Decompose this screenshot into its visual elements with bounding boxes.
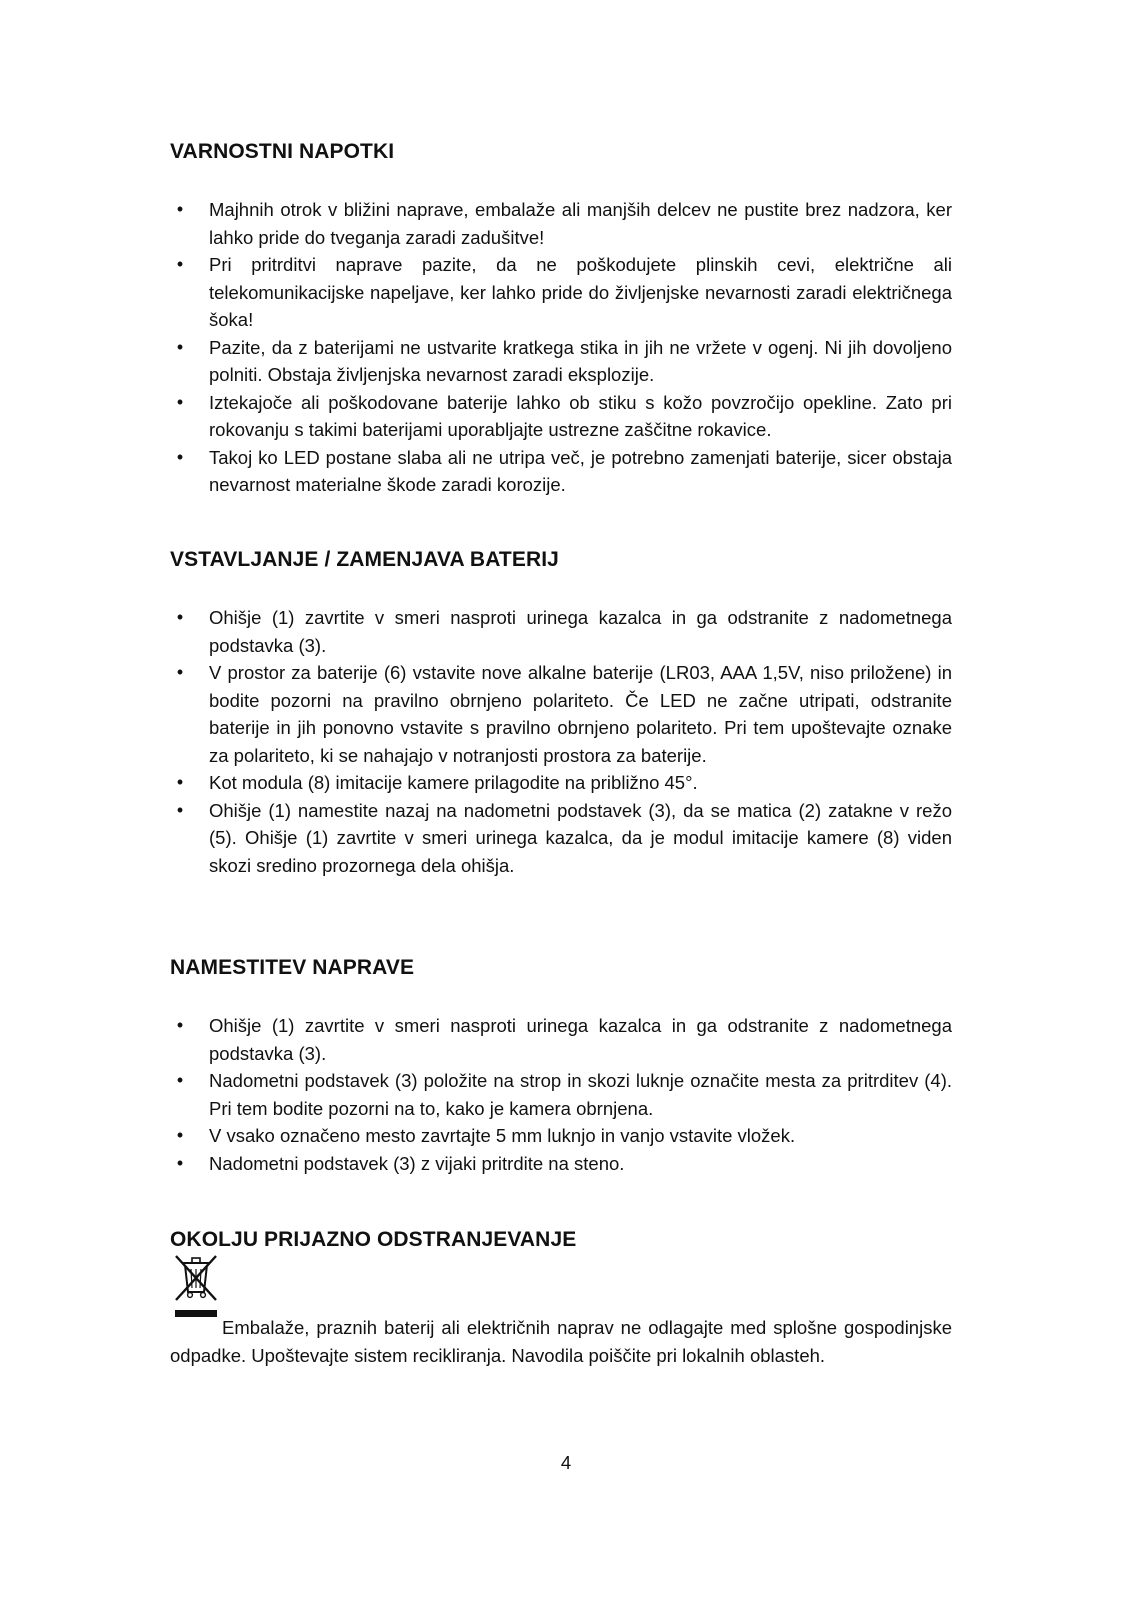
list-item-text: Ohišje (1) zavrtite v smeri nasproti urinega kazalca in ga odstranite z nadometnega podstavka (3).: [209, 1015, 952, 1064]
list-item-text: Ohišje (1) namestite nazaj na nadometni podstavek (3), da se matica (2) zataknе v režo (5). Ohišje (1) zavrtite v smeri urinega kazalca, da je modul imitacije kamere (8) viden skozi sredino prozornega dela ohišja.: [209, 799, 952, 876]
list-item: [170, 196, 952, 251]
bullet-list: [170, 196, 952, 499]
section-heading: VSTAVLJANJE / ZAMENJAVA BATERIJ: [170, 548, 559, 571]
list-item-text: V vsako označeno mesto zavrtajte 5 mm luknjo in vanjo vstavite vložek.: [209, 1125, 796, 1146]
page-number: 4: [560, 1452, 572, 1473]
section-heading: VARNOSTNI NAPOTKI: [170, 140, 395, 163]
bullet-icon: •: [176, 199, 184, 219]
list-item: [170, 659, 952, 769]
section-installation: [170, 954, 952, 1177]
bullet-icon: •: [176, 662, 184, 682]
list-item: [170, 797, 952, 880]
bullet-icon: •: [176, 446, 184, 467]
bullet-icon: •: [176, 1125, 184, 1145]
bullet-icon: •: [176, 1015, 184, 1035]
bullet-icon: •: [176, 254, 184, 274]
list-item: [170, 444, 952, 499]
disposal-paragraph: Embalaže, praznih baterij ali električnih naprav ne odlagajte med splošne gospodinjske odpadke. Upoštevajte sistem recikliranja. Navodila poiščite pri lokalnih oblasteh.: [170, 1317, 952, 1366]
list-item: [170, 769, 952, 797]
list-item: [170, 389, 952, 444]
list-item-text: Pazite, da z baterijami ne ustvarite kratkega stika in jih ne vržete v ogenj. Ni jih dovoljeno polniti. Obstaja življenjska nevarnost zaradi eksplozije.: [209, 336, 952, 385]
list-item-text: Iztekajoče ali poškodovane baterije lahko ob stiku s kožo povzročijo opekline. Zato pri rokovanju s takimi baterijami uporabljajte ustrezne zaščitne rokavice.: [209, 391, 952, 440]
section-disposal: [170, 1226, 952, 1366]
list-item: [170, 334, 952, 389]
list-item-text: Pri pritrditvi naprave pazite, da ne poškodujete plinskih cevi, električne ali telekomunikacijske napeljave, ker lahko pride do življenjske nevarnosti zaradi električnega šoka!: [209, 254, 952, 330]
bullet-icon: •: [176, 1070, 184, 1090]
list-item-text: Nadometni podstavek (3) položite na strop in skozi luknje označite mesta za pritrditev (4). Pri tem bodite pozorni na to, kako je kamera obrnjena.: [209, 1070, 952, 1119]
list-item: [170, 1012, 952, 1067]
list-item-text: Kot modula (8) imitacije kamere prilagodite na približno 45°.: [209, 772, 698, 793]
weee-crossed-bin-icon: [170, 1252, 222, 1318]
bullet-list: [170, 1012, 952, 1177]
list-item: [170, 1122, 952, 1150]
list-item-text: Ohišje (1) zavrtite v smeri nasproti urinega kazalca in ga odstranite z nadometnega podstavka (3).: [209, 607, 952, 656]
list-item-text: Takoj ko LED postane slaba ali ne utripa več, je potrebno zamenjati baterije, sicer obstaja nevarnost materialne škode zaradi korozije.: [209, 446, 952, 495]
bullet-icon: •: [176, 772, 184, 792]
list-item-text: Nadometni podstavek (3) z vijaki pritrdite na steno.: [209, 1152, 625, 1174]
section-heading: NAMESTITEV NAPRAVE: [170, 956, 415, 979]
section-batteries: [170, 546, 952, 879]
bullet-list: [170, 604, 952, 879]
bullet-icon: •: [176, 391, 184, 412]
bullet-icon: •: [176, 607, 184, 627]
bullet-icon: •: [176, 1152, 184, 1173]
list-item-text: V prostor za baterije (6) vstavite nove alkalne baterije (LR03, AAA 1,5V, niso priložene) in bodite pozorni na pravilno obrnjeno polariteto. Če LED ne začne utripati, odstranite baterije in jih ponovno vstavite s pravilno obrnjeno polariteto. Pri tem upoštevajte oznake za polariteto, ki se nahajajo v notranjosti prostora za baterije.: [209, 662, 952, 766]
list-item: [170, 251, 952, 334]
list-item: [170, 604, 952, 659]
list-item-text: Majhnih otrok v bližini naprave, embalaže ali manjših delcev ne pustite brez nadzora, ker lahko pride do tveganja zaradi zadušitve!: [209, 199, 952, 248]
list-item: [170, 1150, 952, 1178]
bullet-icon: •: [176, 336, 184, 357]
section-heading: OKOLJU PRIJAZNO ODSTRANJEVANJE: [170, 1228, 577, 1251]
list-item: [170, 1067, 952, 1122]
bullet-icon: •: [176, 799, 184, 820]
section-safety: [170, 138, 952, 499]
